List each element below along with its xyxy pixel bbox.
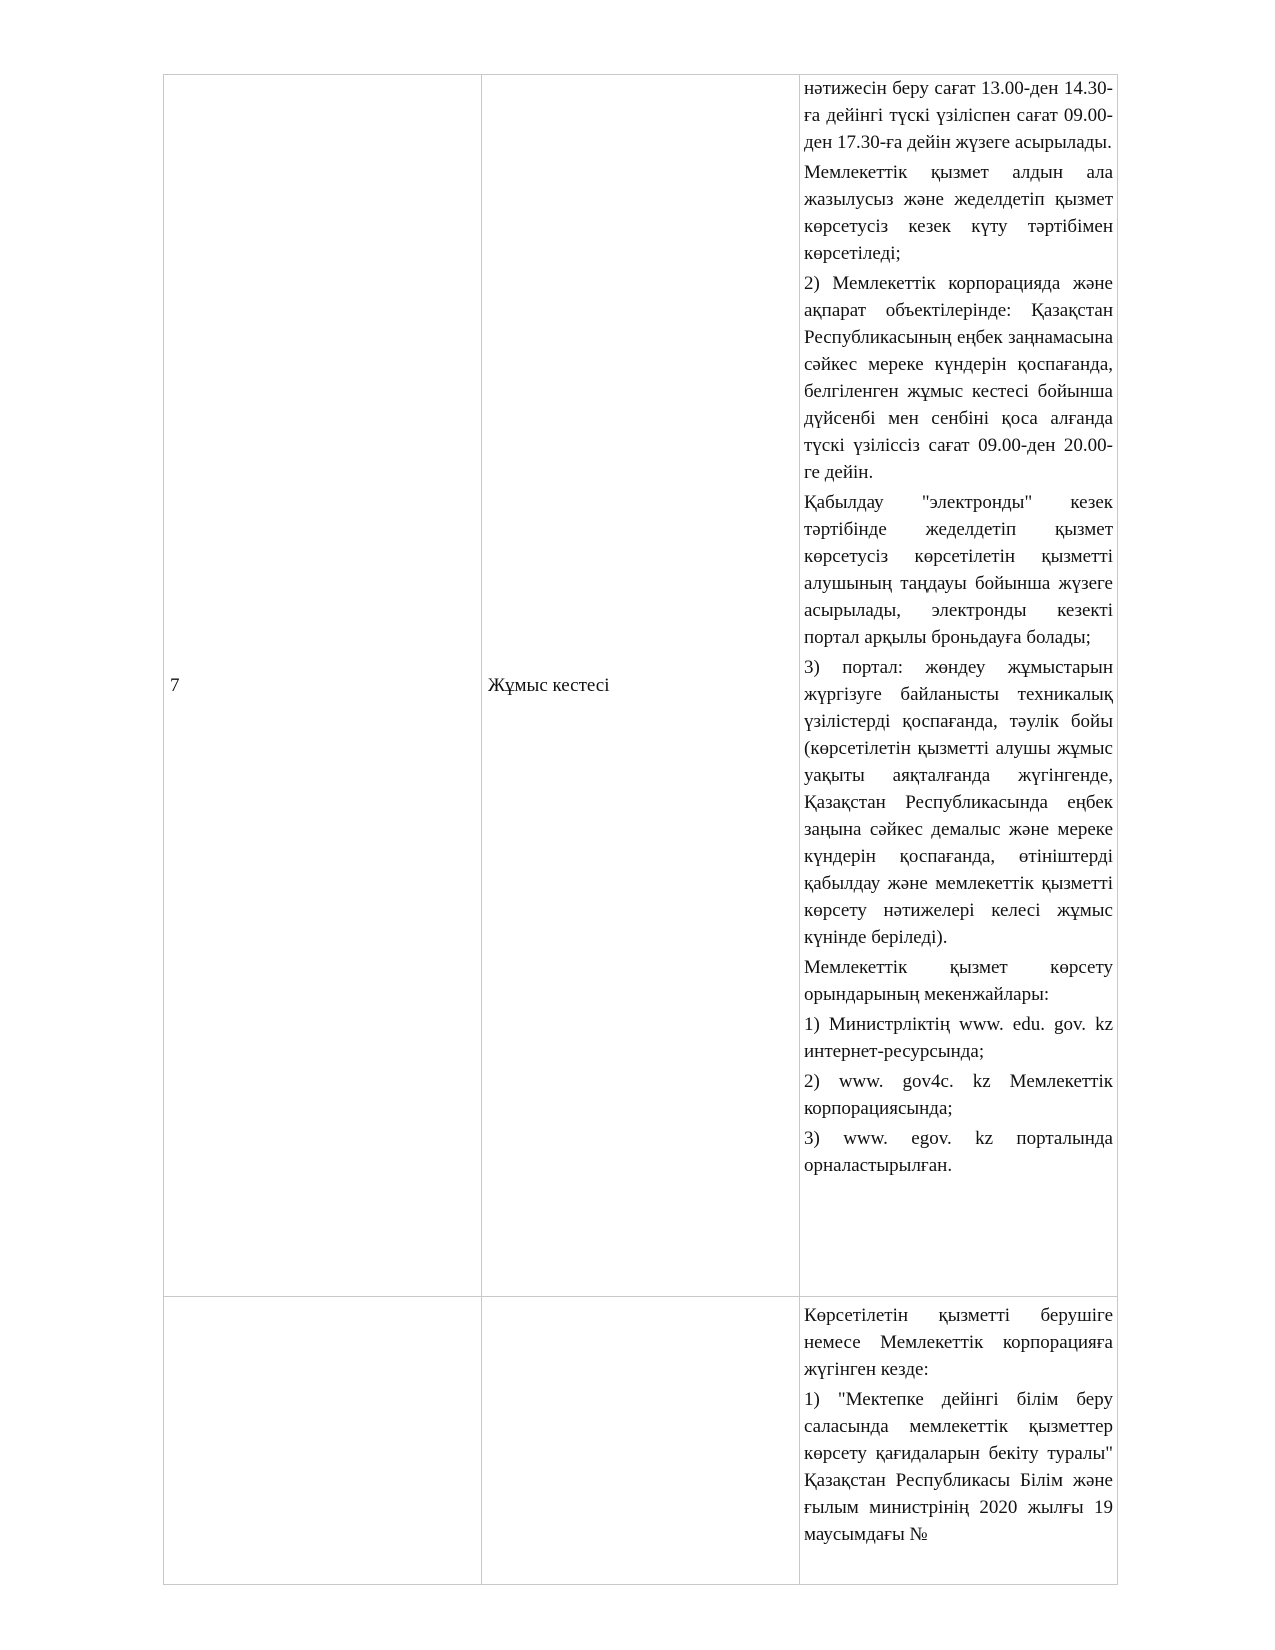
paragraph: Қабылдау "электронды" кезек тәртібінде жеделдетіп қызмет көрсетусіз көрсетілетін қызметті алушының таңдауы бойынша жүзеге асырылады, электронды кезекті портал арқылы броньдауға болады; xyxy=(804,492,1113,648)
row-name-cell: Жұмыс кестесі xyxy=(482,75,800,1297)
row-name-cell xyxy=(482,1297,800,1585)
paragraph: 2) Мемлекеттік корпорацияда және ақпарат объектілерінде: Қазақстан Республикасының еңбек заңнамасына сәйкес мереке күндерін қоспағанда, белгіленген жұмыс кестесі бойынша дүйсенбі мен сенбіні қоса алғанда түскі үзіліссіз сағат 09.00-ден 20.00-ге дейін. xyxy=(804,273,1113,483)
paragraph: 2) www. gov4c. kz Мемлекеттік корпорациясында; xyxy=(804,1071,1113,1119)
paragraph: Мемлекеттік қызмет алдын ала жазылусыз және жеделдетіп қызмет көрсетусіз кезек күту тәртібімен көрсетіледі; xyxy=(804,162,1113,264)
table-row xyxy=(164,75,1118,1297)
paragraph: 1) Министрліктің www. edu. gov. kz интернет-ресурсында; xyxy=(804,1014,1113,1062)
row-description-cell xyxy=(800,75,1118,1297)
row-number-cell xyxy=(164,1297,482,1585)
paragraph: Мемлекеттік қызмет көрсету орындарының мекенжайлары: xyxy=(804,957,1113,1005)
paragraph: 3) www. egov. kz порталында орналастырылған. xyxy=(804,1128,1113,1176)
document-table xyxy=(163,74,1118,1585)
paragraph: 3) портал: жөндеу жұмыстарын жүргізуге байланысты техникалық үзілістерді қоспағанда, тәулік бойы (көрсетілетін қызметті алушы жұмыс уақыты аяқталғанда жүгінгенде, Қазақстан Республикасында еңбек заңына сәйкес демалыс және мереке күндерін қоспағанда, өтініштерді қабылдау және мемлекеттік қызметті көрсету нәтижелері келесі жұмыс күнінде беріледі). xyxy=(804,657,1113,948)
table-row xyxy=(164,1297,1118,1585)
row-description-cell xyxy=(800,1297,1118,1585)
paragraph: нәтижесін беру сағат 13.00-ден 14.30-ға дейінгі түскі үзіліспен сағат 09.00-ден 17.30-ға дейін жүзеге асырылады. xyxy=(804,78,1113,153)
paragraph: 1) "Мектепке дейінгі білім беру саласында мемлекеттік қызметтер көрсету қағидаларын бекіту туралы" Қазақстан Республикасы Білім және ғылым министрінің 2020 жылғы 19 маусымдағы № xyxy=(804,1389,1113,1545)
row-number-cell: 7 xyxy=(164,75,482,1297)
paragraph: Көрсетілетін қызметті берушіге немесе Мемлекеттік корпорацияға жүгінген кезде: xyxy=(804,1305,1113,1380)
